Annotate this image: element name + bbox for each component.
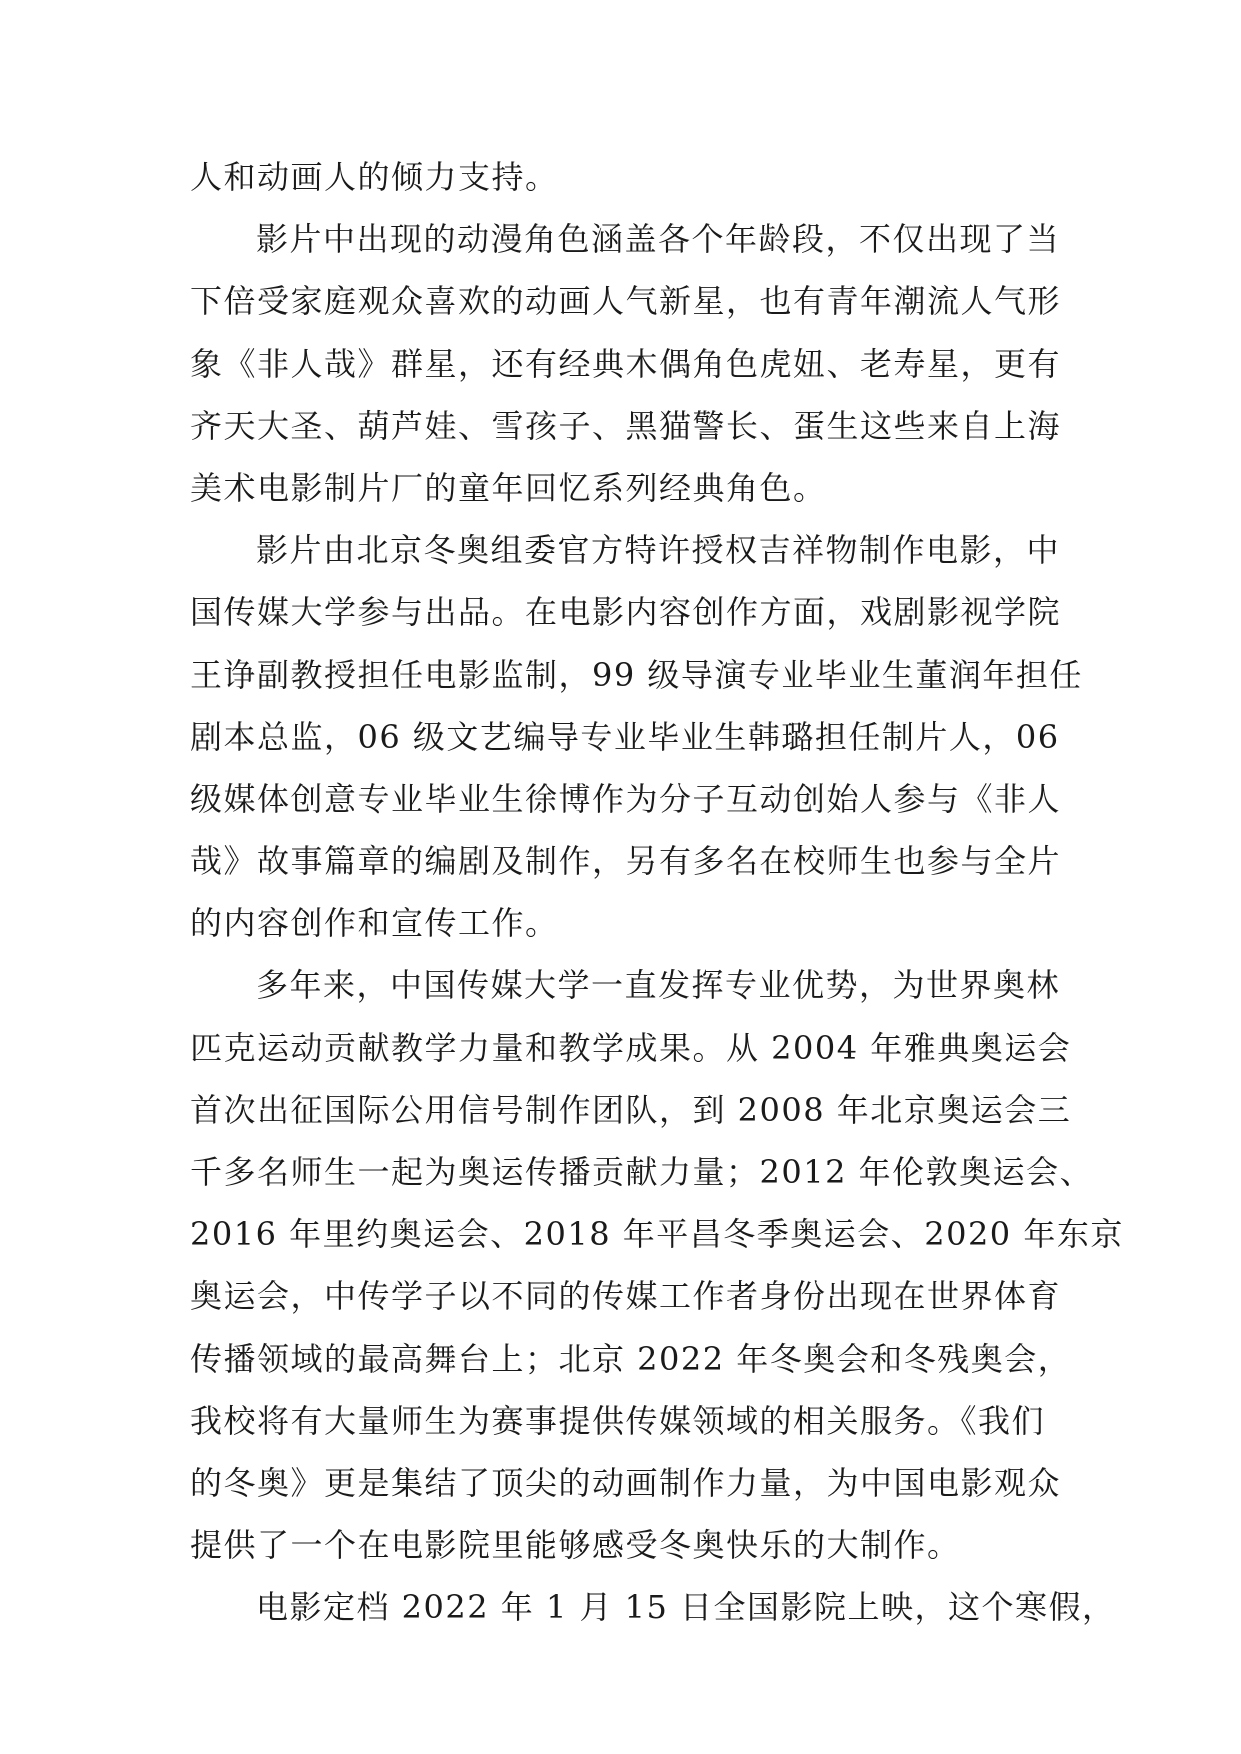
text-line: 的冬奥》更是集结了顶尖的动画制作力量，为中国电影观众 (190, 1463, 1062, 1502)
text-line: 2016 年里约奥运会、2018 年平昌冬季奥运会、2020 年东京 (190, 1215, 1124, 1254)
text-line: 首次出征国际公用信号制作团队，到 2008 年北京奥运会三 (190, 1090, 1072, 1129)
text-line: 国传媒大学参与出品。在电影内容创作方面，戏剧影视学院 (190, 593, 1062, 632)
text-line: 的内容创作和宣传工作。 (190, 904, 559, 943)
text-line: 齐天大圣、葫芦娃、雪孩子、黑猫警长、蛋生这些来自上海 (190, 406, 1062, 445)
text-line: 匹克运动贡献教学力量和教学成果。从 2004 年雅典奥运会 (190, 1028, 1072, 1067)
text-line: 象《非人哉》群星，还有经典木偶角色虎妞、老寿星，更有 (190, 344, 1062, 383)
paragraph-start-line: 影片由北京冬奥组委官方特许授权吉祥物制作电影，中 (256, 531, 1061, 570)
paragraph-start-line: 多年来，中国传媒大学一直发挥专业优势，为世界奥林 (256, 966, 1061, 1005)
text-line: 级媒体创意专业毕业生徐博作为分子互动创始人参与《非人 (190, 779, 1062, 818)
paragraph-start-line: 电影定档 2022 年 1 月 15 日全国影院上映，这个寒假， (256, 1588, 1116, 1627)
text-line: 哉》故事篇章的编剧及制作，另有多名在校师生也参与全片 (190, 842, 1062, 881)
text-line: 我校将有大量师生为赛事提供传媒领域的相关服务。《我们 (190, 1401, 1046, 1440)
text-line: 王诤副教授担任电影监制，99 级导演专业毕业生董润年担任 (190, 655, 1083, 694)
text-line: 剧本总监，06 级文艺编导专业毕业生韩璐担任制片人，06 (190, 717, 1060, 756)
text-line: 人和动画人的倾力支持。 (190, 158, 559, 196)
paragraph-start-line: 影片中出现的动漫角色涵盖各个年龄段，不仅出现了当 (256, 220, 1061, 259)
text-line: 美术电影制片厂的童年回忆系列经典角色。 (190, 468, 827, 507)
text-line: 传播领域的最高舞台上；北京 2022 年冬奥会和冬残奥会， (190, 1339, 1072, 1378)
text-line: 下倍受家庭观众喜欢的动画人气新星，也有青年潮流人气形 (190, 282, 1062, 321)
body-text (190, 157, 1124, 1650)
text-line: 提供了一个在电影院里能够感受冬奥快乐的大制作。 (190, 1526, 961, 1565)
text-line: 奥运会，中传学子以不同的传媒工作者身份出现在世界体育 (190, 1277, 1062, 1316)
text-line: 千多名师生一起为奥运传播贡献力量；2012 年伦敦奥运会、 (190, 1153, 1094, 1191)
